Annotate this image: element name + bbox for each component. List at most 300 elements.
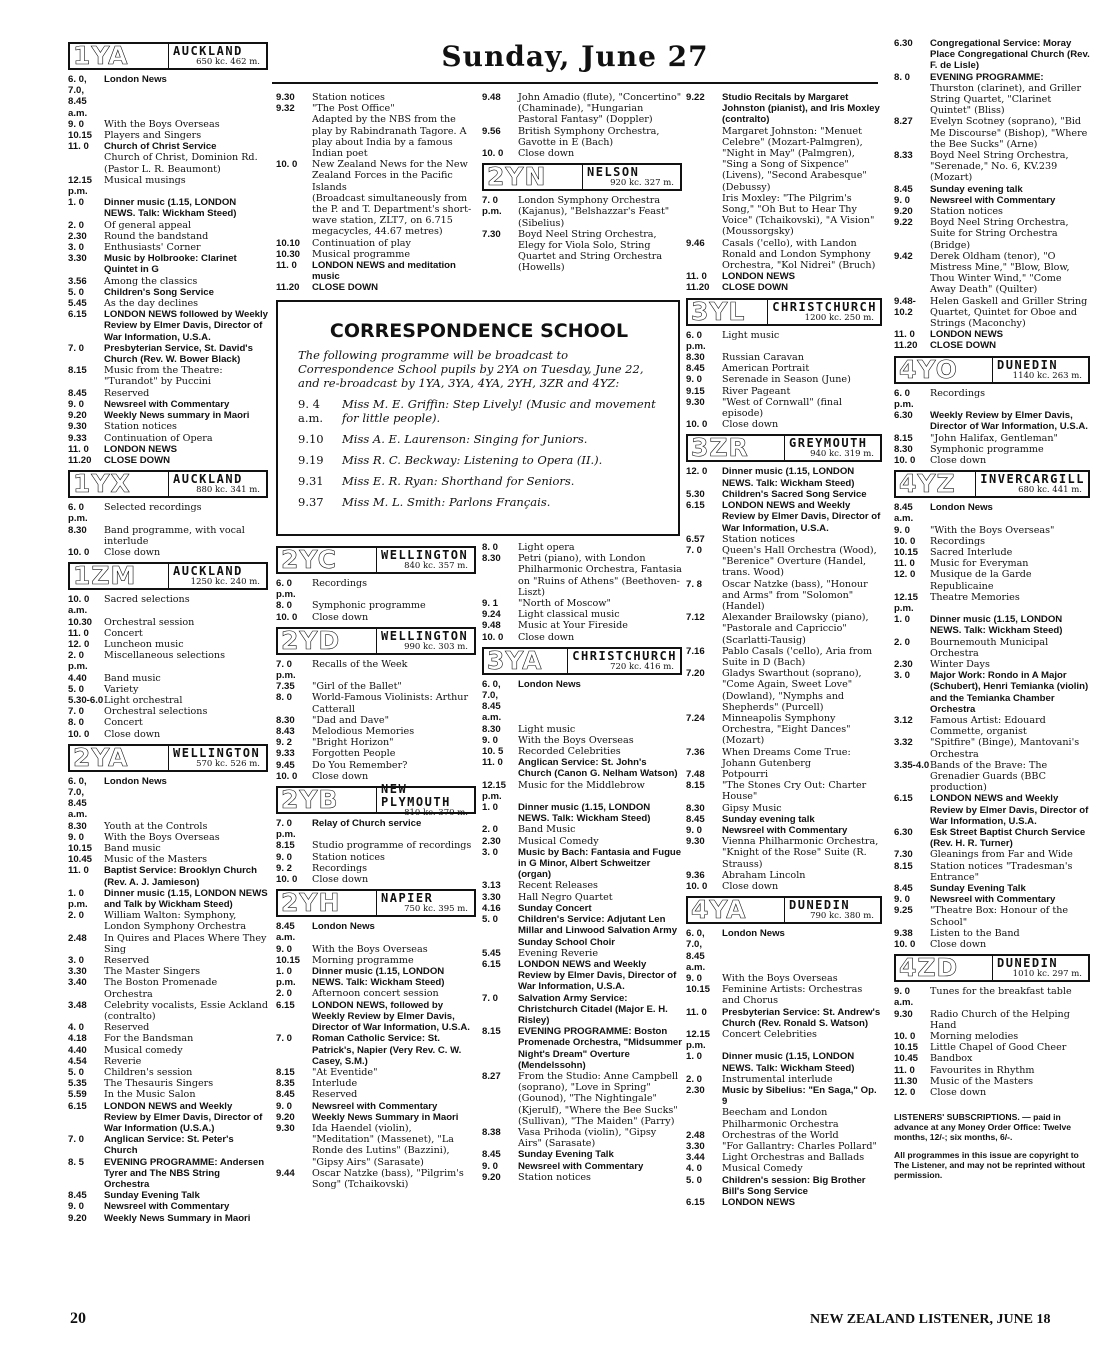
station-city: AUCKLAND (173, 564, 243, 579)
programme-time: 6.57 (686, 533, 705, 545)
programme-entry (686, 803, 882, 814)
programme-description: Studio programme of recordings (312, 840, 472, 852)
column-5 (894, 38, 1090, 1180)
programme-time: 7.16 (686, 645, 705, 657)
programme-description: In the Music Salon (104, 1089, 196, 1101)
programme-entry (894, 928, 1090, 939)
programme-time: 11. 0 (686, 271, 707, 283)
station-callsign: 1YA (73, 41, 129, 70)
programme-description: Melodious Memories (312, 726, 415, 738)
programme-entry (894, 827, 1090, 849)
programme-description: Band music (104, 672, 161, 684)
programme-description: EVENING PROGRAMME: (930, 71, 1044, 83)
station-info (992, 358, 1085, 382)
programme-time: 8.33 (894, 150, 913, 162)
programme-entry (686, 780, 882, 802)
programme-entry (894, 883, 1090, 894)
programme-description: Music of the Masters (930, 1075, 1034, 1087)
station-frequency: 920 kc. 327 m. (610, 178, 674, 189)
programme-entry (894, 737, 1090, 759)
programme-entry (894, 296, 1090, 330)
programme-time: 6.30 (894, 410, 913, 422)
programme-entry (68, 343, 268, 365)
programme-time: 9.44 (276, 1167, 295, 1179)
programme-time: 10.15 (686, 984, 711, 996)
programme-entry (686, 466, 882, 488)
programme-entry (686, 579, 882, 613)
correspondence-entry (298, 397, 660, 425)
programme-time: 6. 0 p.m. (894, 387, 914, 410)
programme-entry (686, 881, 882, 892)
station-info (168, 44, 263, 68)
programme-description: Russian Caravan (722, 352, 804, 364)
programme-description: Roman Catholic Service: St. Patrick's, Napier (Very Rev. C. W. Casey, S.M.) (312, 1033, 462, 1067)
programme-time: 4.54 (68, 1055, 87, 1067)
programme-entry (482, 836, 682, 847)
programme-entry (482, 847, 682, 881)
programme-time: 9. 0 (686, 374, 703, 386)
programme-entry (894, 659, 1090, 670)
programme-description: Station notices (104, 421, 177, 433)
programme-entry (894, 150, 1090, 184)
programme-description: Do You Remember? (312, 759, 408, 771)
programme-time: 8.15 (276, 1066, 295, 1078)
programme-time: 12.15 p.m. (68, 174, 93, 198)
programme-time: 1. 0 (686, 1051, 703, 1063)
station-callsign: 3YA (487, 645, 543, 675)
programme-description: LONDON NEWS followed by Weekly Review by Elmer Davis, Director of War Information, U.S.A. (104, 309, 269, 343)
station-frequency: 840 kc. 357 m. (404, 561, 468, 571)
programme-time: 10. 5 (482, 746, 504, 758)
programme-time: 8.45 (686, 813, 705, 825)
programme-description: Close down (518, 148, 575, 160)
programme-entry (894, 116, 1090, 150)
programme-time: 9.33 (276, 748, 295, 760)
programme-time: 8.15 (68, 365, 87, 377)
programme-entry (894, 760, 1090, 794)
station-callsign: 2YD (281, 625, 341, 655)
programme-entry (686, 1007, 882, 1029)
programme-entry (68, 865, 268, 887)
programme-description: Symphonic programme (930, 443, 1044, 455)
programme-time: 9.25 (894, 905, 913, 917)
programme-entry (68, 502, 268, 524)
programme-description: Oscar Natzke (bass), "Honour and Arms" from "Solomon" (Handel) (722, 578, 868, 612)
programme-description: With the Boys Overseas (104, 831, 220, 843)
programme-entry (686, 984, 882, 1006)
programme-time: 6.15 (68, 1100, 87, 1112)
correspondence-time: 9. 4 a.m. (298, 397, 324, 425)
programme-description: CLOSE DOWN (930, 340, 997, 352)
programme-time: 2. 0 p.m. (68, 650, 88, 673)
programme-description: London News (312, 921, 375, 933)
station-city: NELSON (587, 165, 640, 180)
programme-entry (276, 1078, 476, 1089)
programme-time: 6.15 (68, 309, 87, 321)
programme-entry (276, 612, 476, 623)
programme-time: 9.42 (894, 250, 913, 262)
programme-time: 5.35 (68, 1078, 87, 1090)
station-header-3zr (686, 434, 882, 462)
programme-description: Children's Service: Adjutant Len Millar and Linwood Salvation Army Sunday School Choir (518, 914, 678, 948)
programme-description: Morning melodies (930, 1031, 1019, 1043)
programme-entry (686, 1175, 882, 1197)
programme-description: Casals ('cello), with Landon Ronald and London Symphony Orchestra, "Kol Nidrei" (Bruch) (722, 237, 876, 272)
programme-time: 11. 0 (894, 558, 915, 570)
programme-entry (276, 955, 476, 966)
programme-entry (276, 1033, 476, 1067)
programme-entry (68, 1033, 268, 1044)
programme-description: Ida Haendel (violin), "Meditation" (Massenet), "La Ronde des Lutins" (Bazzini), "Gipsy Airs" (Sarasate) (312, 1122, 454, 1168)
programme-time: 4. 0 (68, 1022, 85, 1034)
programme-time: 8.45 a.m. (276, 921, 296, 944)
programme-entry (482, 892, 682, 903)
programme-time: 9. 0 (276, 943, 293, 955)
programme-time: 5. 0 (68, 683, 85, 695)
programme-time: 5.45 (68, 298, 87, 310)
programme-entry (276, 1067, 476, 1078)
programme-description: Weekly News summary in Maori (104, 410, 250, 422)
programme-entry (68, 695, 268, 706)
programme-description: Theatre Memories (930, 591, 1020, 603)
programme-description: Recordings (312, 862, 368, 874)
programme-entry (276, 944, 476, 955)
column-3-bottom (482, 542, 682, 1183)
programme-description: Children's session (104, 1067, 193, 1079)
programme-entry (482, 824, 682, 835)
programme-entry (686, 747, 882, 769)
programme-description: Players and Singers (104, 130, 202, 142)
programme-time: 6.15 (686, 500, 705, 512)
programme-description: With the Boys Overseas (518, 734, 634, 746)
programme-description: Weekly News Summary in Maori (312, 1111, 459, 1123)
programme-description: "The Post Office" (312, 103, 395, 115)
programme-time: 9. 0 (686, 824, 703, 836)
programme-entry (482, 1172, 682, 1183)
station-callsign: 1YX (73, 469, 131, 499)
programme-time: 9. 0 (894, 894, 911, 906)
programme-time: 12. 0 (68, 638, 90, 650)
programme-entry (276, 659, 476, 681)
programme-description: With the Boys Overseas (722, 973, 838, 985)
programme-time: 10.45 (894, 1053, 919, 1065)
programme-description: Abraham Lincoln (722, 869, 806, 881)
programme-time: 4. 0 (686, 1163, 703, 1175)
programme-description: Anglican Service: St. John's Church (Canon G. Nelham Watson) (518, 757, 678, 780)
programme-description: Sacred selections (104, 594, 190, 606)
programme-time: 10.45 (68, 854, 93, 866)
programme-time: 9.30 (686, 836, 705, 848)
programme-entry (894, 72, 1090, 83)
programme-description: Dinner music (1.15, LONDON NEWS. Talk: Wickham Steed) (518, 802, 651, 825)
programme-description: Radio Church of the Helping Hand (930, 1008, 1070, 1031)
programme-entry (68, 525, 268, 547)
programme-time: 5.30 (686, 488, 705, 500)
programme-description: Close down (930, 454, 987, 466)
programme-entry (894, 547, 1090, 558)
programme-time: 8.45 (276, 1089, 295, 1101)
programme-time: 8. 0 (482, 542, 499, 553)
programme-time: 5.30-6.0 (68, 694, 104, 706)
programme-description: Forgotten People (312, 748, 396, 760)
programme-description: Close down (312, 770, 369, 782)
programme-description: Listen to the Band (930, 927, 1020, 939)
programme-entry (68, 1000, 268, 1022)
programme-entry (482, 1071, 682, 1127)
programme-entry (686, 330, 882, 352)
programme-entry (482, 553, 682, 598)
programme-time: 7. 0 (686, 544, 703, 556)
programme-entry (68, 617, 268, 628)
programme-entry (68, 843, 268, 854)
station-info (376, 548, 471, 572)
header-rule (272, 82, 878, 84)
programme-entry (482, 542, 682, 553)
station-city: CHRISTCHURCH (772, 299, 877, 314)
programme-entry (686, 928, 882, 973)
programme-entry (686, 1074, 882, 1085)
programme-entry (686, 1130, 882, 1141)
programme-time: 7.30 (894, 849, 913, 861)
programme-entry (894, 637, 1090, 659)
programme-time: 8.45 (68, 1190, 87, 1202)
programme-description: Celebrity vocalists, Essie Ackland (contralto) (104, 999, 268, 1023)
programme-entry (686, 397, 882, 419)
programme-description: Minneapolis Symphony Orchestra, "Eight Dances" (Mozart) (722, 712, 851, 747)
programme-entry (68, 684, 268, 695)
programme-entry (68, 253, 268, 275)
programme-entry (482, 724, 682, 735)
correspondence-entry (298, 432, 660, 446)
programme-description: Music by Sibelius: "En Saga," Op. 9 (722, 1085, 877, 1108)
programme-entry (894, 905, 1090, 927)
programme-time: 12.15 p.m. (482, 779, 507, 802)
programme-description: Petri (piano), with London Philharmonic Orchestra, Fantasia on "Ruins of Athens" (Beethoven-Liszt) (518, 553, 682, 598)
station-header-2yc (276, 546, 476, 574)
programme-description: Symphonic programme (312, 600, 426, 612)
column-2-bottom (276, 542, 476, 1190)
programme-description: In Quires and Places Where They Sing (104, 932, 267, 955)
station-callsign: 3ZR (691, 433, 749, 463)
programme-description: Oscar Natzke (bass), "Pilgrim's Song" (Tchaikovski) (312, 1167, 464, 1190)
programme-entry (68, 729, 268, 740)
programme-time: 11.20 (686, 282, 710, 294)
programme-description: Close down (312, 611, 369, 623)
programme-description: EVENING PROGRAMME: Boston Promenade Orchestra, "Midsummer Night's Dream" Overture (Mendelssohn) (518, 1026, 682, 1071)
programme-entry (482, 620, 682, 631)
programme-entry (68, 650, 268, 672)
programme-description: Reserved (312, 1089, 358, 1101)
programme-description: Sunday Evening Talk (104, 1190, 200, 1202)
programme-time: 8.15 (276, 840, 295, 852)
programme-time: 9. 0 (68, 118, 85, 130)
programme-entry (894, 502, 1090, 524)
programme-description: World-Famous Violinists: Arthur Catterall (312, 692, 469, 715)
station-header-1zm (68, 562, 268, 590)
programme-entry (482, 1026, 682, 1071)
programme-entry (686, 1051, 882, 1073)
station-header-3ya (482, 647, 682, 675)
programme-entry (276, 578, 476, 600)
station-city: CHRISTCHURCH (572, 648, 677, 663)
station-city: INVERCARGILL (980, 472, 1085, 487)
programme-description: "Dad and Dave" (312, 714, 390, 726)
programme-description: Vienna Philharmonic Orchestra, "Knight of the Rose" Suite (R. Strauss) (722, 836, 879, 870)
programme-description: Station notices (312, 851, 385, 863)
programme-time: 9. 0 (68, 831, 85, 843)
programme-time: 10. 0 (276, 611, 298, 623)
programme-entry (276, 1089, 476, 1100)
programme-description: Helen Gaskell and Griller String Quartet, Quintet for Oboe and Strings (Maconchy) (930, 295, 1088, 330)
programme-description: Newsreel with Commentary (104, 398, 230, 410)
station-callsign: 2YH (281, 888, 341, 918)
programme-entry (68, 197, 268, 219)
station-header-4zd (894, 954, 1090, 982)
programme-time: 3.35-4.0 (894, 759, 930, 771)
programme-description: Adapted by the NBS from the play by Rabindranath Tagore. A play about India by a famous Indian poet (312, 114, 467, 160)
station-info (582, 165, 677, 189)
programme-entry (894, 388, 1090, 410)
programme-time: 11. 0 (68, 627, 89, 639)
programme-time: 11. 0 (68, 141, 89, 153)
programme-time: 9.56 (482, 125, 501, 137)
programme-description: Evelyn Scotney (soprano), "Bid Me Discourse" (Bishop), "Where the Bee Sucks" (Arne) (930, 116, 1088, 150)
programme-time: 3.13 (482, 880, 501, 892)
programme-description: Light orchestral (104, 694, 183, 706)
programme-time: 1. 0 p.m. (276, 966, 296, 989)
programme-entry (68, 628, 268, 639)
programme-entry (686, 713, 882, 747)
programme-description: Station notices (312, 92, 385, 103)
programme-entry (482, 679, 682, 724)
programme-description: Children's session: Big Brother Bill's Song Service (722, 1174, 866, 1197)
programme-description: Light classical music (518, 609, 620, 621)
programme-description: Luncheon music (104, 638, 184, 650)
programme-description: Reserved (104, 955, 150, 967)
programme-time: 9.30 (276, 1122, 295, 1134)
programme-time: 7.12 (686, 612, 705, 624)
programme-description: American Portrait (722, 363, 810, 375)
programme-entry (276, 1168, 476, 1190)
programme-entry (894, 329, 1090, 340)
programme-description: Light Orchestras and Ballads (722, 1152, 865, 1164)
programme-description: As the day declines (104, 298, 199, 310)
programme-entry (894, 195, 1090, 206)
programme-entry (482, 92, 682, 126)
programme-description: Music for Everyman (930, 558, 1029, 570)
programme-entry (894, 1065, 1090, 1076)
programme-time: 8.15 (686, 780, 705, 792)
programme-description: Presbyterian Service: St. Andrew's Church (Rev. Ronald S. Watson) (722, 1006, 881, 1029)
programme-description: Reserved (104, 387, 150, 399)
programme-time: 4.18 (68, 1033, 87, 1045)
correspondence-intro: The following programme will be broadcast to Correspondence School pupils by 2YA on Tuesday, June 22, and re-broadcast by 1YA, 3YA, 4YA, 2YH, 3ZR and 4YZ: (298, 348, 644, 390)
programme-description: Recordings (930, 387, 986, 399)
programme-description: London News (104, 74, 167, 85)
programme-description: Relay of Church service (312, 818, 422, 830)
programme-entry (686, 374, 882, 385)
programme-entry (68, 594, 268, 616)
programme-time: 9. 0 (276, 851, 293, 863)
programme-description: Newsreel with Commentary (930, 894, 1056, 906)
programme-description: "Girl of the Ballet" (312, 681, 402, 693)
programme-description: Close down (312, 874, 369, 886)
programme-entry (894, 184, 1090, 195)
programme-time: 7.36 (686, 746, 705, 758)
programme-entry (276, 193, 476, 238)
programme-description: Major Work: Rondo in A Major (Schubert), Henri Temianka (violin) and the Temianka Chamber Orchestra (930, 670, 1089, 715)
correspondence-time: 9.31 (298, 474, 324, 488)
programme-description: LONDON NEWS and meditation music (312, 260, 456, 283)
programme-description: Dinner music (1.15, LONDON NEWS. Talk: Wickham Steed) (312, 966, 445, 989)
programme-time: 10. 0 (894, 1031, 916, 1043)
programme-description: London News (930, 502, 993, 514)
programme-entry (686, 814, 882, 825)
programme-time: 11.30 (894, 1075, 918, 1087)
programme-description: "Bright Horizon" (312, 737, 394, 749)
programme-description: Newsreel with Commentary (104, 1201, 230, 1213)
programme-entry (686, 545, 882, 579)
programme-description: Musical Comedy (722, 1163, 803, 1175)
programme-entry (276, 737, 476, 748)
programme-entry (276, 1112, 476, 1123)
programme-description: Reverie (104, 1055, 142, 1067)
programme-description: Feminine Artists: Orchestras and Chorus (722, 984, 863, 1007)
programme-description: Musical Comedy (518, 835, 599, 847)
programme-time: 2.48 (686, 1129, 705, 1141)
programme-description: Children's Sacred Song Service (722, 488, 867, 500)
column-3-top (482, 92, 682, 274)
programme-time: 11.20 (894, 340, 918, 352)
programme-description: Derek Oldham (tenor), "O Mistress Mine," "Blow, Blow, Thou Winter Wind," "Come Away Death" (Quilter) (930, 250, 1070, 296)
correspondence-school-box (276, 300, 680, 536)
programme-time: 8.30 (686, 352, 705, 364)
programme-time: 11. 0 (894, 1064, 915, 1076)
programme-description: Recorded Celebrities (518, 746, 621, 758)
station-header-3yl (686, 298, 882, 326)
programme-time: 3.56 (68, 275, 87, 287)
station-info (168, 472, 263, 496)
programme-description: Station notices (930, 206, 1003, 218)
station-callsign: 4ZD (899, 953, 959, 983)
programme-time: 8.15 (482, 1026, 501, 1038)
programme-time: 8. 0 (68, 717, 85, 729)
correspondence-time: 9.19 (298, 453, 324, 467)
programme-description: Enthusiasts' Corner (104, 242, 201, 254)
programme-description: CLOSE DOWN (722, 282, 789, 294)
programme-entry (894, 455, 1090, 466)
programme-description: Pablo Casals ('cello), Aria from Suite in D (Bach) (722, 645, 873, 668)
programme-time: 10. 0 (894, 535, 916, 547)
programme-entry (68, 455, 268, 466)
programme-time: 2. 0 (68, 910, 85, 922)
programme-description: Light music (518, 723, 576, 735)
programme-entry (686, 836, 882, 870)
programme-description: Serenade in Season (June) (722, 374, 851, 386)
station-callsign: 3YL (691, 296, 746, 326)
programme-description: From the Studio: Anne Campbell (soprano), "Love in Spring" (Gounod), "The Nightingale" (Kjerulf), "Where the Bee Sucks" (Sullivan), "The Maiden" (Parry) (518, 1070, 679, 1127)
programme-entry (686, 1085, 882, 1107)
station-info (975, 472, 1085, 496)
programme-description: Music for the Middlebrow (518, 779, 645, 791)
programme-description: Of general appeal (104, 219, 192, 231)
programme-entry (68, 1078, 268, 1089)
programme-description: Studio Recitals by Margaret Johnston (pianist), and Iris Moxley (contralto) (722, 92, 880, 126)
programme-description: Newsreel with Commentary (312, 1100, 438, 1112)
programme-time: 7. 0 (482, 992, 499, 1004)
programme-description: LONDON NEWS (722, 271, 796, 283)
programme-description: Variety (104, 683, 139, 695)
